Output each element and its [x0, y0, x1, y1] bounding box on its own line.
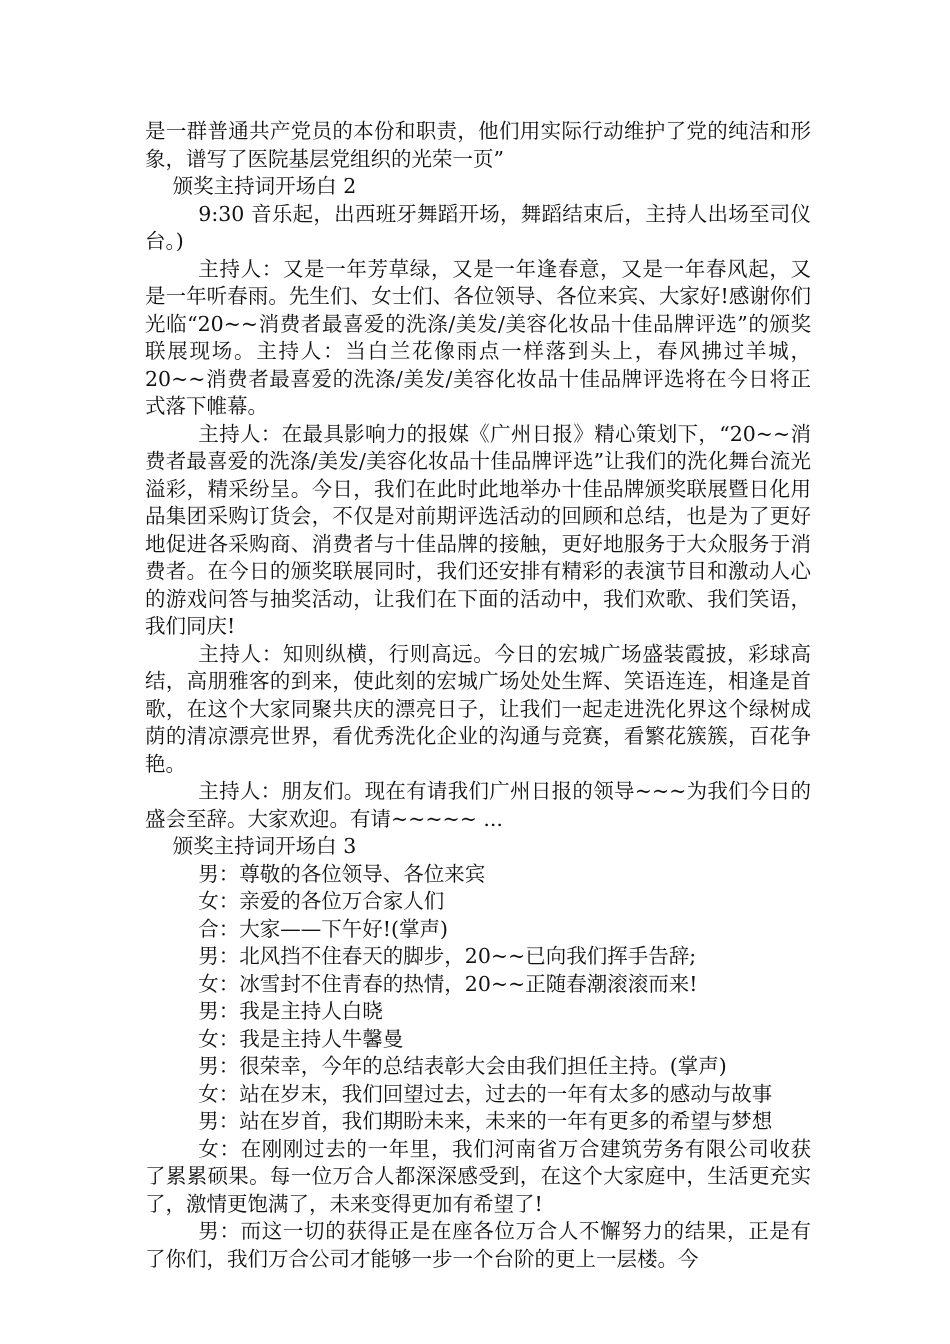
dialogue-line: 男：尊敬的各位领导、各位来宾 [198, 861, 486, 886]
dialogue-line: 男：而这一切的获得正是在座各位万合人不懈努力的结果，正是有了你们，我们万合公司才能够一步一个台阶的更上一层楼。今 [145, 1219, 811, 1271]
section-heading-3: 颁奖主持词开场白 3 [172, 834, 357, 858]
dialogue-line: 女：站在岁末，我们回望过去，过去的一年有太多的感动与故事 [198, 1081, 773, 1106]
paragraph-host-4: 主持人：朋友们。现在有请我们广州日报的领导~~~为我们今日的盛会至辞。大家欢迎。有请~~~~~ ... [145, 779, 811, 831]
paragraph-music-opening: 9:30 音乐起，出西班牙舞蹈开场，舞蹈结束后，主持人出场至司仪台。) [145, 201, 811, 253]
dialogue-line: 男：我是主持人白晓 [198, 999, 383, 1023]
dialogue-line: 女：在刚刚过去的一年里，我们河南省万合建筑劳务有限公司收获了累累硕果。每一位万合人都深深感受到，在这个大家庭中，生活更充实了，激情更饱满了，未来变得更加有希望了! [145, 1136, 811, 1216]
dialogue-line: 女：亲爱的各位万合家人们 [198, 889, 445, 913]
section-heading-2: 颁奖主持词开场白 2 [172, 174, 357, 198]
document-page [145, 118, 811, 1273]
dialogue-line: 女：冰雪封不住青春的热情，20~~正随春潮滚滚而来! [198, 971, 698, 996]
dialogue-line: 男：北风挡不住春天的脚步，20~~已向我们挥手告辞; [198, 944, 697, 968]
dialogue-line: 合：大家——下午好!(掌声) [198, 916, 449, 941]
dialogue-line: 女：我是主持人牛馨曼 [198, 1026, 404, 1051]
paragraph-1: 是一群普通共产党员的本份和职责，他们用实际行动维护了党的纯洁和形象，谱写了医院基层党组织的光荣一页” [145, 119, 811, 171]
paragraph-host-1: 主持人：又是一年芳草绿，又是一年逢春意，又是一年春风起，又是一年听春雨。先生们、女士们、各位领导、各位来宾、大家好!感谢你们光临“20~~消费者最喜爱的洗涤/美发/美容化妆品十佳品牌评选”的颁奖联展现场。主持人：当白兰花像雨点一样落到头上，春风拂过羊城，20~~消费者最喜爱的洗涤/美发/美容化妆品十佳品牌评选将在今日将正式落下帷幕。 [145, 256, 811, 418]
dialogue-line: 男：站在岁首，我们期盼未来，未来的一年有更多的希望与梦想 [198, 1109, 773, 1133]
paragraph-host-2: 主持人：在最具影响力的报媒《广州日报》精心策划下，“20~~消费者最喜爱的洗涤/美发/美容化妆品十佳品牌评选”让我们的洗化舞台流光溢彩，精采纷呈。今日，我们在此时此地举办十佳品牌颁奖联展暨日化用品集团采购订货会，不仅是对前期评选活动的回顾和总结，也是为了更好地促进各采购商、消费者与十佳品牌的接触，更好地服务于大众服务于消费者。在今日的颁奖联展同时，我们还安排有精彩的表演节目和激动人心的游戏问答与抽奖活动，让我们在下面的活动中，我们欢歌、我们笑语，我们同庆! [145, 421, 811, 638]
paragraph-host-3: 主持人：知则纵横，行则高远。今日的宏城广场盛装霞披，彩球高结，高朋雅客的到来，使此刻的宏城广场处处生辉、笑语连连，相逢是首歌，在这个大家同聚共庆的漂亮日子，让我们一起走进洗化界这个绿树成荫的清凉漂亮世界，看优秀洗化企业的沟通与竞赛，看繁花簇簇，百花争艳。 [145, 641, 811, 776]
dialogue-line: 男：很荣幸，今年的总结表彰大会由我们担任主持。(掌声) [198, 1054, 727, 1078]
